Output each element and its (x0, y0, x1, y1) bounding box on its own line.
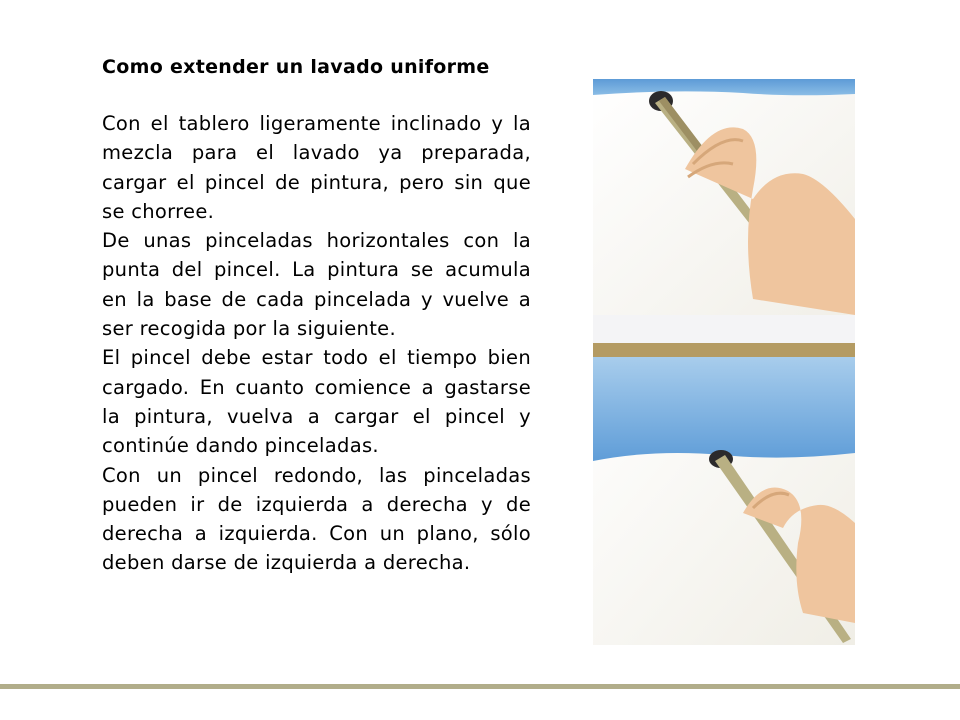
photo-brush-first-stroke (593, 79, 855, 315)
photo-illustration-top (593, 79, 855, 315)
slide-title: Como extender un lavado uniforme (102, 56, 490, 78)
paragraph-1: Con el tablero ligeramente inclinado y la mezcla para el lavado ya preparada, cargar el pincel de pintura, pero sin que se chorree. (102, 112, 531, 223)
slide-body (102, 109, 531, 578)
photo-illustration-bottom (593, 343, 855, 645)
paragraph-2: De unas pinceladas horizontales con la punta del pincel. La pintura se acumula en la base de cada pincelada y vuelve a ser recogida por la siguiente. (102, 229, 531, 341)
photo-separator (593, 315, 855, 343)
paragraph-4: Con un pincel redondo, las pinceladas pueden ir de izquierda a derecha y de derecha a izquierda. Con un plano, sólo deben darse de izquierda a derecha. (102, 463, 531, 575)
footer-rule (0, 684, 960, 689)
photo-brush-extending-wash (593, 343, 855, 645)
paragraph-3: El pincel debe estar todo el tiempo bien cargado. En cuanto comience a gastarse la pintura, vuelva a cargar el pincel y continúe dando pinceladas. (102, 346, 531, 458)
